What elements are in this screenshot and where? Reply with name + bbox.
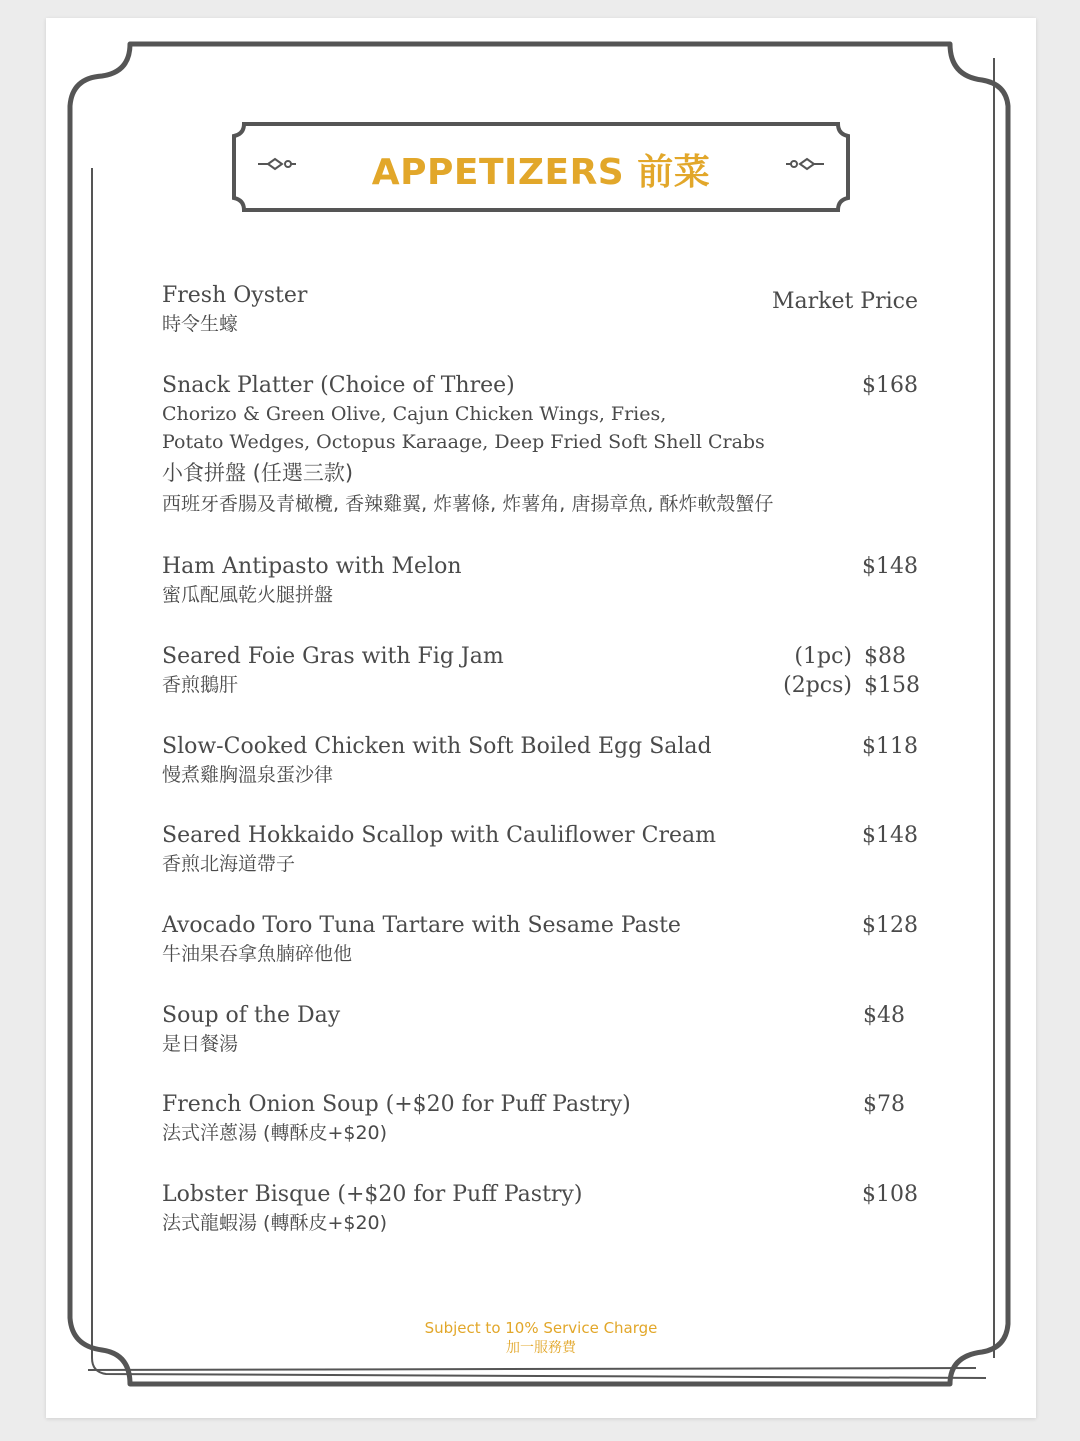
menu-title: APPETIZERS 前菜 bbox=[371, 152, 711, 193]
ornament-right-icon bbox=[786, 156, 824, 176]
item-name: Soup of the Day bbox=[162, 1003, 341, 1028]
item-price: $108 bbox=[862, 1182, 918, 1207]
item-name: Lobster Bisque (+$20 for Puff Pastry) bbox=[162, 1182, 583, 1207]
item-price-option bbox=[794, 642, 918, 671]
item-description-zh: 西班牙香腸及青橄欖, 香辣雞翼, 炸薯條, 炸薯角, 唐揚章魚, 酥炸軟殼蟹仔 bbox=[162, 493, 774, 515]
menu-item bbox=[162, 642, 918, 702]
header-box bbox=[230, 122, 852, 212]
item-name-zh: 慢煮雞胸溫泉蛋沙律 bbox=[162, 764, 334, 786]
item-name: Ham Antipasto with Melon bbox=[162, 554, 462, 579]
item-quantity: (1pc) bbox=[794, 644, 852, 669]
item-name-zh: 蜜瓜配風乾火腿拼盤 bbox=[162, 584, 334, 606]
item-price: $48 bbox=[863, 1003, 905, 1028]
menu-item bbox=[162, 552, 918, 612]
item-price: $148 bbox=[862, 554, 918, 579]
item-price: $168 bbox=[862, 373, 918, 398]
menu-item bbox=[162, 1180, 918, 1240]
item-price: $128 bbox=[862, 913, 918, 938]
item-name-zh: 香煎北海道帶子 bbox=[162, 853, 296, 875]
menu-item bbox=[162, 1090, 918, 1150]
item-price: Market Price bbox=[771, 289, 918, 314]
item-price: $118 bbox=[862, 734, 918, 759]
item-name-zh: 香煎鵝肝 bbox=[162, 674, 239, 696]
item-name-zh: 是日餐湯 bbox=[162, 1033, 239, 1055]
item-description: Chorizo & Green Olive, Cajun Chicken Wings, Fries, bbox=[162, 403, 667, 425]
item-name: French Onion Soup (+$20 for Puff Pastry) bbox=[162, 1092, 631, 1117]
item-name: Avocado Toro Tuna Tartare with Sesame Paste bbox=[162, 913, 681, 938]
menu-item bbox=[162, 371, 918, 521]
item-price: $158 bbox=[864, 673, 920, 698]
item-name-zh: 法式龍蝦湯 (轉酥皮+$20) bbox=[162, 1212, 388, 1234]
item-price-option bbox=[783, 671, 918, 700]
item-name: Fresh Oyster bbox=[162, 283, 308, 308]
service-charge-note-zh: 加一服務費 bbox=[506, 1340, 576, 1356]
item-name-zh: 時令生蠔 bbox=[162, 313, 239, 335]
item-price: $148 bbox=[862, 823, 918, 848]
item-name-zh: 法式洋蔥湯 (轉酥皮+$20) bbox=[162, 1122, 388, 1144]
menu-item bbox=[162, 732, 918, 792]
item-name: Seared Foie Gras with Fig Jam bbox=[162, 644, 504, 669]
item-price: $78 bbox=[863, 1092, 905, 1117]
item-quantity: (2pcs) bbox=[783, 673, 852, 698]
menu-page bbox=[46, 18, 1036, 1418]
item-description: Potato Wedges, Octopus Karaage, Deep Fried Soft Shell Crabs bbox=[162, 431, 765, 453]
service-charge-note: Subject to 10% Service Charge bbox=[424, 1319, 658, 1337]
menu-item bbox=[162, 1001, 918, 1061]
item-name-zh: 小食拼盤 (任選三款) bbox=[162, 461, 354, 485]
menu-item bbox=[162, 281, 918, 341]
item-name: Snack Platter (Choice of Three) bbox=[162, 373, 515, 398]
menu-item bbox=[162, 911, 918, 971]
item-name: Seared Hokkaido Scallop with Cauliflower Cream bbox=[162, 823, 716, 848]
item-name: Slow-Cooked Chicken with Soft Boiled Egg Salad bbox=[162, 734, 712, 759]
menu-item bbox=[162, 821, 918, 881]
item-price: $88 bbox=[864, 644, 906, 669]
item-name-zh: 牛油果吞拿魚腩碎他他 bbox=[162, 943, 353, 965]
